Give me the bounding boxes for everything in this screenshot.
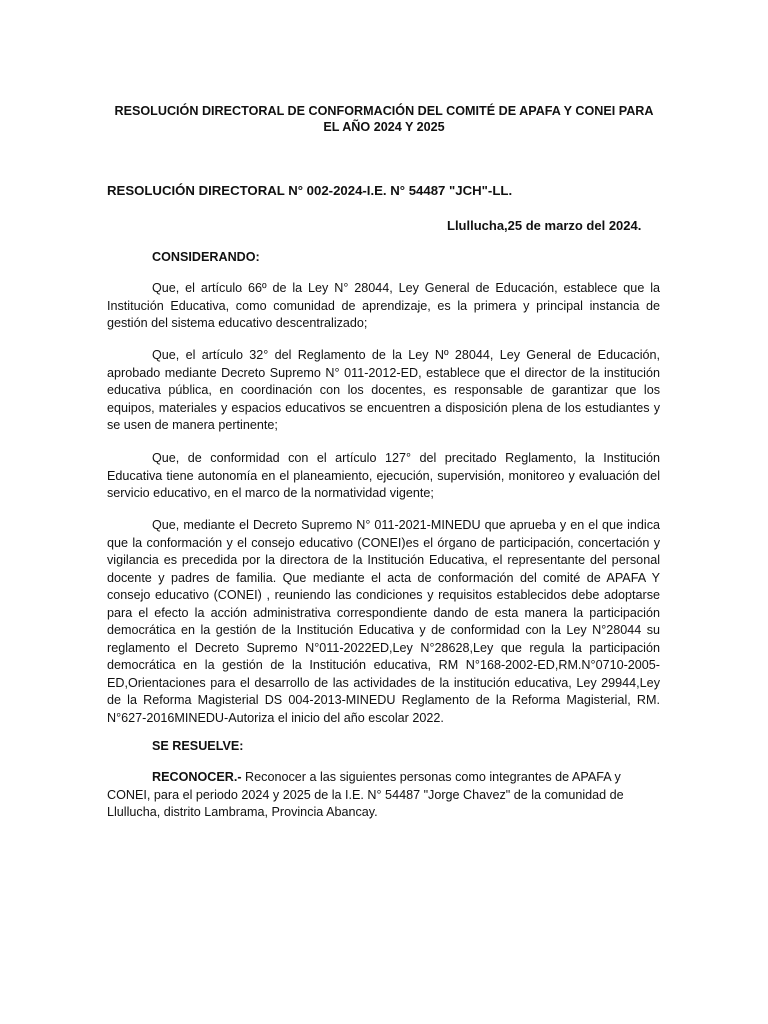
paragraph-2: Que, el artículo 32° del Reglamento de la Ley Nº 28044, Ley General de Educación, aprobado mediante Decreto Supremo N° 011-2012-ED, establece que el director de la institución educativa pública, en coordinación con los docentes, es responsable de garantizar que los equipos, materiales y espacios educativos se encuentren a disposición plena de los estudiantes y se usen de manera pertinente;	[107, 348, 660, 432]
place-date: Llullucha,25 de marzo del 2024.	[447, 218, 642, 233]
considerando-heading: CONSIDERANDO:	[152, 250, 260, 264]
paragraph-3: Que, de conformidad con el artículo 127° del precitado Reglamento, la Institución Educativa tiene autonomía en el planeamiento, ejecución, supervisión, monitoreo y evaluación del servicio educativo, en el marco de la normatividad vigente;	[107, 451, 660, 500]
resolution-number: RESOLUCIÓN DIRECTORAL N° 002-2024-I.E. N° 54487 "JCH"-LL.	[107, 183, 513, 198]
reconocer-label: RECONOCER.-	[152, 770, 242, 784]
paragraph-4: Que, mediante el Decreto Supremo N° 011-2021-MINEDU que aprueba y en el que indica que la conformación y el consejo educativo (CONEI)es el órgano de participación, concertación y vigilancia es precedida por la directora de la Institución Educativa, el representante del personal docente y padres de familia. Que mediante el acta de conformación del comité de APAFA Y consejo educativo (CONEI) , reuniendo las condiciones y requisitos establecidos debe adoptarse para el efecto la acción administrativa correspondiente dando de esta manera la participación democrática en la gestión de la Institución Educativa y de conformidad con la Ley N°28044 su reglamento el Decreto Supremo N°011-2022ED,Ley N°28628,Ley que regula la participación democrática en la gestión de la Institución educativa, RM N°168-2002-ED,RM.N°0710-2005-ED,Orientaciones para el desarrollo de las actividades de la institución educativa, Ley 29944,Ley de la Reforma Magisterial DS 004-2013-MINEDU Reglamento de la Reforma Magisterial, RM. N°627-2016MINEDU-Autoriza el inicio del año escolar 2022.	[107, 518, 660, 725]
paragraph-1: Que, el artículo 66º de la Ley N° 28044, Ley General de Educación, establece que la Institución Educativa, como comunidad de aprendizaje, es la primera y principal instancia de gestión del sistema educativo descentralizado;	[107, 281, 660, 330]
reconocer-text: Reconocer a las siguientes personas como integrantes de APAFA y CONEI, para el periodo 2024 y 2025 de la I.E. N° 54487 "Jorge Chavez" de la comunidad de Llullucha, distrito Lambrama, Provincia Abancay.	[107, 770, 624, 819]
title-line-1: RESOLUCIÓN DIRECTORAL DE CONFORMACIÓN DEL COMITÉ DE APAFA Y CONEI PARA	[114, 104, 654, 118]
se-resuelve-heading: SE RESUELVE:	[152, 739, 244, 753]
document-title	[100, 103, 668, 135]
reconocer-paragraph	[107, 769, 660, 822]
title-line-2: EL AÑO 2024 Y 2025	[323, 120, 445, 134]
